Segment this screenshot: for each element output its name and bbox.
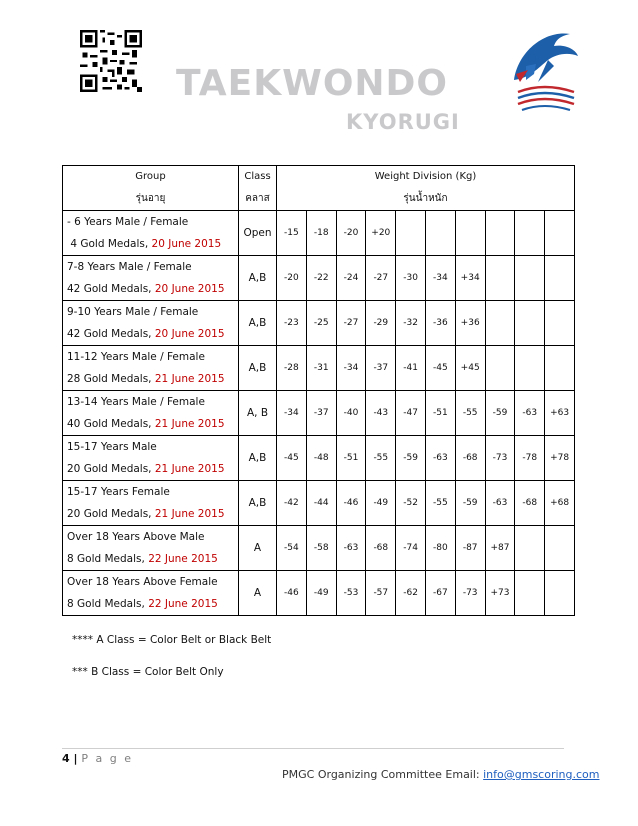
event-date: 20 June 2015 — [154, 283, 225, 295]
weight-cell: -36 — [425, 301, 455, 346]
group-label: - 6 Years Male / Female — [67, 216, 189, 228]
weight-cell: -68 — [455, 436, 485, 481]
weight-cell: +34 — [455, 256, 485, 301]
group-medals — [67, 503, 238, 525]
weight-cell — [425, 211, 455, 256]
weight-cell — [545, 571, 575, 616]
weight-header — [277, 166, 575, 211]
group-medals — [67, 413, 238, 435]
table-row — [63, 526, 575, 571]
group-label: 15-17 Years Female — [67, 486, 170, 498]
class-cell: A — [239, 571, 277, 616]
class-cell: A,B — [239, 346, 277, 391]
table-row — [63, 436, 575, 481]
weight-cell: +73 — [485, 571, 515, 616]
weight-cell: -55 — [425, 481, 455, 526]
event-date: 20 June 2015 — [151, 238, 222, 250]
weight-cell: -44 — [306, 481, 336, 526]
footer-divider — [62, 748, 564, 749]
group-label: 13-14 Years Male / Female — [67, 396, 205, 408]
weight-cell: -42 — [277, 481, 307, 526]
weight-cell: -27 — [366, 256, 396, 301]
weight-cell: -45 — [425, 346, 455, 391]
weight-cell: -25 — [306, 301, 336, 346]
page-number — [62, 752, 133, 765]
group-label: Over 18 Years Above Female — [67, 576, 218, 588]
weight-cell — [485, 256, 515, 301]
weight-cell — [485, 301, 515, 346]
weight-cell — [515, 526, 545, 571]
weight-cell — [515, 256, 545, 301]
weight-cell: -43 — [366, 391, 396, 436]
weight-cell: -32 — [396, 301, 426, 346]
weight-cell: -37 — [306, 391, 336, 436]
weight-cell: -28 — [277, 346, 307, 391]
group-cell — [63, 481, 239, 526]
weight-cell: -37 — [366, 346, 396, 391]
weight-cell — [485, 346, 515, 391]
weight-cell — [545, 211, 575, 256]
weight-cell: -63 — [515, 391, 545, 436]
group-cell — [63, 346, 239, 391]
weight-header-th: รุ่นน้ำหนัก — [403, 193, 448, 204]
group-label: 15-17 Years Male — [67, 441, 157, 453]
weight-cell: -27 — [336, 301, 366, 346]
weight-cell: -59 — [396, 436, 426, 481]
weight-cell: -40 — [336, 391, 366, 436]
class-cell: A,B — [239, 436, 277, 481]
table-row — [63, 391, 575, 436]
weight-cell — [515, 571, 545, 616]
class-header-en: Class — [244, 171, 271, 182]
weight-cell — [515, 301, 545, 346]
weight-cell: -49 — [366, 481, 396, 526]
medal-count: 42 Gold Medals, — [67, 283, 155, 295]
header-row — [63, 166, 575, 211]
weight-cell: -34 — [277, 391, 307, 436]
medal-count: 8 Gold Medals, — [67, 598, 149, 610]
medal-count: 4 Gold Medals, — [67, 238, 152, 250]
class-cell: A — [239, 526, 277, 571]
medal-count: 40 Gold Medals, — [67, 418, 155, 430]
page-separator: | — [69, 752, 82, 765]
weight-cell: +87 — [485, 526, 515, 571]
table-row — [63, 571, 575, 616]
class-cell: Open — [239, 211, 277, 256]
group-medals — [67, 323, 238, 345]
group-medals — [67, 233, 238, 255]
weight-cell: -41 — [396, 346, 426, 391]
weight-cell: -47 — [396, 391, 426, 436]
page-number-value: 4 — [62, 752, 70, 765]
class-cell: A,B — [239, 301, 277, 346]
group-cell — [63, 571, 239, 616]
group-medals — [67, 458, 238, 480]
weight-cell: -68 — [515, 481, 545, 526]
weight-cell — [515, 211, 545, 256]
weight-cell: -63 — [336, 526, 366, 571]
footer-committee: PMGC Organizing Committee Email: — [282, 768, 484, 781]
weight-cell: -87 — [455, 526, 485, 571]
note-b-class: *** B Class = Color Belt Only — [72, 666, 224, 678]
weight-cell: -29 — [366, 301, 396, 346]
event-date: 22 June 2015 — [148, 553, 218, 565]
weight-cell: -59 — [485, 391, 515, 436]
weight-cell: -20 — [336, 211, 366, 256]
group-header-th: รุ่นอายุ — [135, 193, 166, 204]
weight-cell — [455, 211, 485, 256]
weight-cell: -46 — [336, 481, 366, 526]
weight-cell: -54 — [277, 526, 307, 571]
weight-cell: -51 — [425, 391, 455, 436]
page-title: TAEKWONDO — [176, 63, 449, 104]
weight-cell: -20 — [277, 256, 307, 301]
group-label: 11-12 Years Male / Female — [67, 351, 205, 363]
event-date: 21 June 2015 — [154, 373, 225, 385]
logo-icon — [508, 22, 580, 122]
weight-cell: -24 — [336, 256, 366, 301]
weight-cell: -15 — [277, 211, 307, 256]
weight-header-en: Weight Division (Kg) — [374, 171, 477, 182]
weight-cell — [545, 346, 575, 391]
weight-cell: -22 — [306, 256, 336, 301]
group-cell — [63, 301, 239, 346]
weight-cell — [396, 211, 426, 256]
weight-cell: -55 — [455, 391, 485, 436]
weight-cell: -59 — [455, 481, 485, 526]
event-date: 20 June 2015 — [154, 328, 225, 340]
weight-cell: -73 — [455, 571, 485, 616]
group-label: Over 18 Years Above Male — [67, 531, 205, 543]
page-label: P a g e — [81, 752, 133, 765]
group-cell — [63, 391, 239, 436]
weight-cell: -57 — [366, 571, 396, 616]
weight-cell: -53 — [336, 571, 366, 616]
weight-cell: -34 — [336, 346, 366, 391]
weight-cell: -51 — [336, 436, 366, 481]
group-medals — [67, 368, 238, 390]
group-label: 9-10 Years Male / Female — [67, 306, 199, 318]
footer-text — [282, 768, 599, 781]
weight-cell: -45 — [277, 436, 307, 481]
weight-cell: -48 — [306, 436, 336, 481]
class-cell: A, B — [239, 391, 277, 436]
class-header-th: คลาส — [245, 193, 270, 204]
weight-cell — [515, 346, 545, 391]
table-row — [63, 211, 575, 256]
weight-cell: -63 — [485, 481, 515, 526]
weight-cell: -34 — [425, 256, 455, 301]
table-row — [63, 481, 575, 526]
group-header-en: Group — [135, 171, 166, 182]
medal-count: 8 Gold Medals, — [67, 553, 149, 565]
weight-cell: +63 — [545, 391, 575, 436]
event-date: 21 June 2015 — [154, 463, 225, 475]
class-cell: A,B — [239, 481, 277, 526]
weight-cell: +78 — [545, 436, 575, 481]
group-cell — [63, 211, 239, 256]
group-medals — [67, 593, 238, 615]
weight-cell — [545, 301, 575, 346]
group-cell — [63, 256, 239, 301]
weight-cell: -73 — [485, 436, 515, 481]
weight-cell: -62 — [396, 571, 426, 616]
email-link[interactable]: info@gmscoring.com — [483, 768, 600, 781]
qr-code — [80, 30, 142, 92]
weight-cell: +20 — [366, 211, 396, 256]
group-header — [63, 166, 239, 211]
table-body — [63, 166, 575, 616]
weight-cell: -30 — [396, 256, 426, 301]
weight-cell: -49 — [306, 571, 336, 616]
weight-cell: +36 — [455, 301, 485, 346]
medal-count: 42 Gold Medals, — [67, 328, 155, 340]
note-a-class: **** A Class = Color Belt or Black Belt — [72, 634, 272, 646]
weight-cell: -78 — [515, 436, 545, 481]
medal-count: 20 Gold Medals, — [67, 508, 155, 520]
group-cell — [63, 436, 239, 481]
medal-count: 20 Gold Medals, — [67, 463, 155, 475]
weight-cell: -67 — [425, 571, 455, 616]
weight-cell: -58 — [306, 526, 336, 571]
group-label: 7-8 Years Male / Female — [67, 261, 192, 273]
weight-division-table — [62, 165, 575, 616]
weight-cell: -68 — [366, 526, 396, 571]
weight-cell: -31 — [306, 346, 336, 391]
weight-cell — [485, 211, 515, 256]
weight-cell: +68 — [545, 481, 575, 526]
weight-cell: -80 — [425, 526, 455, 571]
table-row — [63, 346, 575, 391]
weight-cell: -46 — [277, 571, 307, 616]
event-date: 21 June 2015 — [154, 418, 225, 430]
weight-cell: -74 — [396, 526, 426, 571]
weight-cell: -18 — [306, 211, 336, 256]
weight-cell: +45 — [455, 346, 485, 391]
group-medals — [67, 548, 238, 570]
page-subtitle: KYORUGI — [346, 110, 460, 134]
group-medals — [67, 278, 238, 300]
weight-cell — [545, 526, 575, 571]
weight-cell: -55 — [366, 436, 396, 481]
table-row — [63, 301, 575, 346]
event-date: 22 June 2015 — [148, 598, 218, 610]
weight-cell: -63 — [425, 436, 455, 481]
medal-count: 28 Gold Medals, — [67, 373, 155, 385]
group-cell — [63, 526, 239, 571]
class-cell: A,B — [239, 256, 277, 301]
weight-cell — [545, 256, 575, 301]
event-date: 21 June 2015 — [154, 508, 225, 520]
weight-cell: -23 — [277, 301, 307, 346]
table-row — [63, 256, 575, 301]
weight-cell: -52 — [396, 481, 426, 526]
class-header — [239, 166, 277, 211]
